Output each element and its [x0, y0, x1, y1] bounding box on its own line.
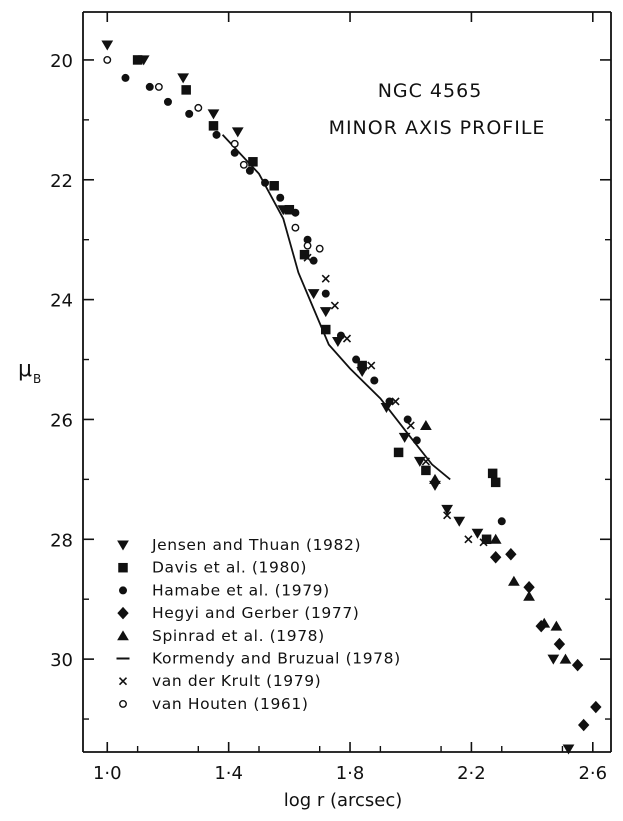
series-3-point-1 [506, 549, 516, 560]
series-7-point-4 [241, 162, 248, 169]
series-2-point-19 [498, 518, 505, 525]
series-0-point-4 [233, 128, 243, 137]
series-4-point-6 [551, 622, 561, 631]
series-3 [491, 549, 601, 731]
series-4-point-0 [421, 421, 431, 430]
series-6-point-4 [368, 362, 375, 369]
legend-marker-3 [118, 608, 128, 619]
series-7-point-5 [292, 224, 299, 231]
data-marks [102, 41, 601, 754]
legend-marker-0 [118, 541, 128, 550]
series-6-point-1 [322, 275, 329, 282]
series-1-point-4 [270, 182, 279, 191]
legend-marker-1 [119, 563, 128, 572]
legend-label-0: Jensen and Thuan (1982) [152, 536, 362, 554]
series-7-point-3 [231, 141, 238, 148]
series-2-point-6 [246, 167, 253, 174]
x-tick-label-2: 1·8 [335, 763, 365, 784]
series-4-point-4 [524, 592, 534, 601]
series-6-point-2 [331, 302, 338, 309]
series-6 [304, 254, 487, 546]
series-7 [104, 57, 323, 252]
series-3-point-4 [554, 639, 564, 650]
series-4 [421, 421, 571, 663]
series-3-point-6 [579, 720, 589, 731]
series-4-point-1 [430, 475, 440, 484]
series-1-point-9 [394, 448, 403, 457]
series-2-point-3 [186, 110, 193, 117]
series-6-point-7 [422, 458, 429, 465]
series-2-point-14 [353, 356, 360, 363]
legend-label-2: Hamabe et al. (1979) [152, 581, 330, 600]
series-0-point-0 [102, 41, 112, 50]
x-tick-label-3: 2·2 [457, 763, 486, 784]
series-0-point-16 [472, 529, 482, 538]
chart-title-line-1: NGC 4565 [377, 80, 483, 102]
series-2-point-1 [146, 83, 153, 90]
series-0-point-6 [309, 290, 319, 299]
series-1-point-0 [133, 56, 142, 65]
series-2-point-9 [292, 209, 299, 216]
legend [117, 536, 401, 713]
series-7-point-2 [195, 105, 202, 112]
legend-label-1: Davis et al. (1980) [152, 558, 308, 577]
series-4-point-7 [560, 655, 570, 664]
series-3-point-0 [491, 552, 501, 563]
series-1-point-11 [488, 469, 497, 478]
chart-title-line-2: MINOR AXIS PROFILE [328, 117, 546, 139]
x-tick-label-0: 1·0 [92, 763, 122, 784]
legend-marker-7 [120, 701, 127, 708]
series-7-point-1 [156, 84, 163, 91]
y-tick-label-1: 22 [50, 170, 73, 192]
series-2-point-15 [371, 377, 378, 384]
series-7-point-7 [316, 245, 323, 252]
x-tick-label-1: 1·4 [214, 763, 243, 784]
series-2-point-8 [277, 194, 284, 201]
series-0 [102, 41, 573, 754]
series-2-point-4 [213, 131, 220, 138]
series-0-point-15 [454, 517, 464, 526]
series-2-point-2 [164, 98, 171, 105]
series-1-point-8 [358, 361, 367, 370]
y-axis-title-subscript: B [33, 372, 42, 386]
legend-marker-2 [120, 587, 127, 594]
y-tick-label-5: 30 [50, 650, 73, 672]
series-7-point-0 [104, 57, 111, 64]
series-3-point-7 [591, 702, 601, 713]
series-0-point-7 [321, 308, 331, 317]
series-2-point-16 [386, 398, 393, 405]
legend-label-6: van der Krult (1979) [152, 672, 322, 691]
series-1-point-12 [491, 478, 500, 487]
series-0-point-3 [208, 110, 218, 119]
series-2 [122, 74, 505, 524]
y-tick-label-2: 24 [50, 290, 73, 312]
y-tick-label-3: 26 [50, 410, 73, 432]
series-4-point-2 [491, 535, 501, 544]
series-0-point-2 [178, 74, 188, 83]
series-6-point-9 [465, 536, 472, 543]
series-7-point-6 [304, 242, 311, 249]
legend-marker-6 [120, 678, 127, 685]
y-tick-label-0: 20 [50, 50, 73, 72]
series-2-point-0 [122, 74, 129, 81]
series-0-point-17 [548, 655, 558, 664]
x-axis-title: log r (arcsec) [283, 790, 403, 811]
y-axis-title: μ [18, 357, 32, 382]
legend-label-5: Kormendy and Bruzual (1978) [152, 649, 401, 668]
series-6-point-3 [344, 335, 351, 342]
legend-label-4: Spinrad et al. (1978) [152, 626, 325, 645]
series-3-point-5 [573, 660, 583, 671]
legend-label-7: van Houten (1961) [152, 694, 309, 713]
series-1-point-2 [209, 122, 218, 131]
series-2-point-12 [322, 290, 329, 297]
y-tick-label-4: 28 [50, 530, 73, 552]
series-6-point-6 [407, 422, 414, 429]
series-1-point-10 [422, 466, 431, 475]
legend-label-3: Hegyi and Gerber (1977) [152, 604, 360, 623]
series-1-point-1 [182, 86, 191, 95]
legend-marker-4 [118, 631, 128, 640]
series-4-point-3 [509, 577, 519, 586]
x-tick-label-4: 2·6 [578, 763, 608, 784]
